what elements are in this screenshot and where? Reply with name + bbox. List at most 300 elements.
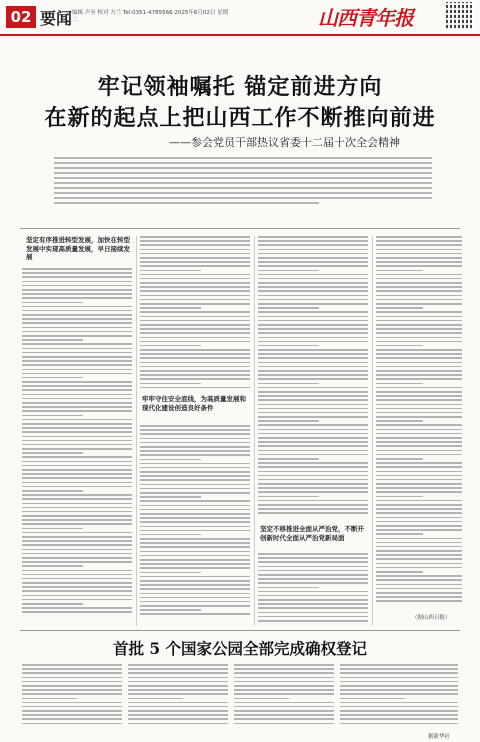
text-line <box>140 509 250 511</box>
text-line <box>258 603 368 605</box>
text-line <box>140 328 250 330</box>
text-line <box>140 559 250 561</box>
text-line <box>376 307 423 309</box>
text-line <box>22 352 132 354</box>
text-line <box>258 299 368 301</box>
text-line <box>22 698 77 700</box>
text-line <box>376 458 423 460</box>
text-line <box>140 588 250 590</box>
text-line <box>22 693 122 695</box>
text-line <box>376 538 462 540</box>
text-line <box>340 723 458 725</box>
text-line <box>22 689 122 691</box>
text-line <box>376 408 462 410</box>
text-line <box>258 500 368 502</box>
text-line <box>376 445 462 447</box>
text-line <box>22 331 132 333</box>
bottom-column-1 <box>22 664 122 727</box>
text-line <box>140 429 250 431</box>
text-line <box>234 706 334 708</box>
text-line <box>376 399 462 401</box>
text-line <box>258 450 368 452</box>
text-line <box>258 240 368 242</box>
text-line <box>22 289 132 291</box>
text-line <box>22 677 122 679</box>
text-line <box>258 504 368 506</box>
text-line <box>258 591 368 593</box>
text-line <box>140 316 250 318</box>
text-line <box>376 420 423 422</box>
text-line <box>258 290 368 292</box>
text-line <box>376 592 462 594</box>
text-line <box>140 534 201 536</box>
text-line <box>258 574 368 576</box>
text-line <box>258 265 368 267</box>
text-line <box>140 286 250 288</box>
text-line <box>234 710 334 712</box>
text-line <box>376 433 462 435</box>
text-line <box>22 348 132 350</box>
text-line <box>258 353 368 355</box>
text-line <box>140 270 201 272</box>
text-line <box>22 511 132 513</box>
text-line <box>22 276 132 278</box>
text-line <box>140 601 250 603</box>
text-line <box>22 595 132 597</box>
text-line <box>376 412 462 414</box>
text-line <box>234 689 334 691</box>
text-line <box>22 377 83 379</box>
body-column-3b <box>258 553 368 624</box>
text-line <box>128 718 228 720</box>
text-line <box>376 600 462 602</box>
text-line <box>340 714 458 716</box>
text-line <box>376 324 462 326</box>
text-line <box>140 479 250 481</box>
text-line <box>140 244 250 246</box>
text-line <box>22 389 132 391</box>
text-line <box>22 553 132 555</box>
text-line <box>258 362 368 364</box>
text-line <box>140 249 250 251</box>
text-line <box>140 433 250 435</box>
text-line <box>140 538 250 540</box>
text-line <box>22 557 132 559</box>
text-line <box>128 685 228 687</box>
text-line <box>376 462 462 464</box>
text-line <box>258 433 368 435</box>
text-line <box>22 685 122 687</box>
text-line <box>22 519 132 521</box>
text-line <box>128 702 228 704</box>
text-line <box>22 419 132 421</box>
text-line <box>22 385 132 387</box>
text-line <box>140 442 250 444</box>
text-line <box>22 718 122 720</box>
text-line <box>128 698 183 700</box>
text-line <box>22 611 132 613</box>
text-line <box>22 327 132 329</box>
text-line <box>22 381 132 383</box>
text-line <box>258 286 368 288</box>
text-line <box>258 282 368 284</box>
column-title-2: 牢牢守住安全底线，为高质量发展和现代化建设创造良好条件 <box>142 395 246 412</box>
text-line <box>128 723 228 725</box>
text-line <box>22 440 132 442</box>
text-line <box>258 595 368 597</box>
bottom-source: 据新华社 <box>428 734 451 740</box>
text-line <box>140 526 250 528</box>
text-line <box>376 437 462 439</box>
text-line <box>258 349 368 351</box>
text-line <box>128 668 228 670</box>
text-line <box>258 420 319 422</box>
section-title: 要闻 <box>40 9 73 28</box>
text-line <box>140 597 250 599</box>
text-line <box>22 423 132 425</box>
text-line <box>22 268 132 270</box>
text-line <box>140 488 250 490</box>
text-line <box>340 681 458 683</box>
text-line <box>22 477 132 479</box>
text-line <box>258 387 368 389</box>
column-divider <box>372 236 373 626</box>
text-line <box>258 620 368 622</box>
text-line <box>340 706 458 708</box>
text-line <box>376 512 462 514</box>
text-line <box>22 314 132 316</box>
text-line <box>258 557 368 559</box>
text-line <box>22 536 132 538</box>
text-line <box>376 378 462 380</box>
text-line <box>234 668 334 670</box>
text-line <box>140 517 250 519</box>
text-line <box>376 546 462 548</box>
text-line <box>140 374 250 376</box>
text-line <box>376 496 423 498</box>
text-line <box>258 599 368 601</box>
text-line <box>376 316 462 318</box>
text-line <box>376 299 462 301</box>
subtitle: ——参会党员干部热议省委十二届十次全会精神 <box>169 136 400 149</box>
text-line <box>376 466 462 468</box>
text-line <box>22 490 83 492</box>
bottom-column-2 <box>128 664 228 727</box>
text-line <box>376 286 462 288</box>
text-line <box>140 387 250 389</box>
text-line <box>376 588 462 590</box>
text-line <box>128 677 228 679</box>
text-line <box>22 318 132 320</box>
text-line <box>258 274 368 276</box>
text-line <box>376 542 462 544</box>
text-line <box>258 391 368 393</box>
text-line <box>140 446 250 448</box>
text-line <box>22 406 132 408</box>
text-line <box>22 297 132 299</box>
text-line <box>376 517 462 519</box>
text-line <box>234 677 334 679</box>
text-line <box>22 452 83 454</box>
text-line <box>140 265 250 267</box>
text-line <box>376 249 462 251</box>
text-line <box>22 461 132 463</box>
text-line <box>258 479 368 481</box>
text-line <box>234 693 334 695</box>
text-line <box>140 475 250 477</box>
text-line <box>140 521 250 523</box>
text-line <box>140 530 250 532</box>
text-line <box>258 395 368 397</box>
text-line <box>376 374 462 376</box>
text-line <box>376 353 462 355</box>
text-line <box>22 335 132 337</box>
text-line <box>376 387 462 389</box>
text-line <box>22 503 132 505</box>
text-line <box>22 285 132 287</box>
column-title-1: 坚定有序推进转型发展，加快在转型发展中实现高质量发展，早日接续发展 <box>26 236 130 261</box>
text-line <box>376 424 462 426</box>
text-line <box>22 436 132 438</box>
text-line <box>140 500 250 502</box>
text-line <box>140 366 250 368</box>
body-column-4 <box>376 236 462 605</box>
text-line <box>140 471 250 473</box>
text-line <box>22 482 132 484</box>
text-line <box>128 681 228 683</box>
text-line <box>258 257 368 259</box>
body-column-3a <box>258 236 368 517</box>
text-line <box>234 664 334 666</box>
text-line <box>258 404 368 406</box>
text-line <box>140 605 250 607</box>
text-line <box>140 357 250 359</box>
text-line <box>140 555 250 557</box>
text-line <box>376 404 462 406</box>
text-line <box>376 332 462 334</box>
text-line <box>258 607 368 609</box>
divider <box>20 228 460 229</box>
text-line <box>258 303 368 305</box>
text-line <box>258 399 368 401</box>
text-line <box>22 410 132 412</box>
text-line <box>22 456 132 458</box>
text-line <box>22 498 132 500</box>
text-line <box>258 253 368 255</box>
text-line <box>128 672 228 674</box>
text-line <box>376 278 462 280</box>
text-line <box>128 664 228 666</box>
text-line <box>22 668 122 670</box>
text-line <box>140 370 250 372</box>
text-line <box>376 584 462 586</box>
text-line <box>258 295 368 297</box>
text-line <box>140 546 250 548</box>
text-line <box>22 681 122 683</box>
text-line <box>258 261 368 263</box>
text-line <box>340 718 458 720</box>
text-line <box>22 293 132 295</box>
text-line <box>22 574 132 576</box>
body-column-2b <box>140 425 250 618</box>
text-line <box>376 261 462 263</box>
text-line <box>22 714 122 716</box>
body-column-2a <box>140 236 250 391</box>
text-line <box>376 265 462 267</box>
text-line <box>258 366 368 368</box>
text-line <box>22 469 132 471</box>
text-line <box>258 616 368 618</box>
text-line <box>258 408 368 410</box>
text-line <box>258 307 319 309</box>
text-line <box>376 341 462 343</box>
text-line <box>22 603 83 605</box>
text-line <box>22 599 132 601</box>
text-line <box>376 571 423 573</box>
text-line <box>140 257 250 259</box>
text-line <box>140 261 250 263</box>
text-line <box>258 578 368 580</box>
text-line <box>22 607 132 609</box>
body-column-1 <box>22 268 132 616</box>
text-line <box>340 693 458 695</box>
text-line <box>140 593 250 595</box>
text-line <box>22 465 132 467</box>
text-line <box>22 532 132 534</box>
text-line <box>258 424 368 426</box>
text-line <box>376 345 423 347</box>
text-line <box>140 311 250 313</box>
text-line <box>128 693 228 695</box>
text-line <box>22 494 132 496</box>
lead-paragraph <box>54 157 432 219</box>
text-line <box>376 257 462 259</box>
text-line <box>258 337 368 339</box>
text-line <box>22 672 122 674</box>
text-line <box>258 341 368 343</box>
bottom-headline: 首批 5 个国家公园全部完成确权登记 <box>112 639 368 658</box>
text-line <box>376 366 462 368</box>
text-line <box>140 613 250 615</box>
text-line <box>22 486 132 488</box>
text-line <box>22 473 132 475</box>
text-line <box>376 454 462 456</box>
text-line <box>140 236 250 238</box>
text-line <box>22 427 132 429</box>
text-line <box>22 578 132 580</box>
text-line <box>140 467 250 469</box>
text-line <box>128 714 228 716</box>
text-line <box>376 320 462 322</box>
text-line <box>340 664 458 666</box>
text-line <box>140 496 201 498</box>
text-line <box>22 561 132 563</box>
text-line <box>140 551 250 553</box>
text-line <box>140 567 250 569</box>
text-line <box>22 402 132 404</box>
text-line <box>376 471 462 473</box>
text-line <box>140 484 250 486</box>
page-number: 02 <box>6 6 36 28</box>
text-line <box>140 299 250 301</box>
text-line <box>258 566 368 568</box>
text-line <box>340 672 458 674</box>
text-line <box>340 702 458 704</box>
text-line <box>22 339 83 341</box>
text-line <box>258 311 368 313</box>
column-divider <box>136 236 137 626</box>
text-line <box>22 360 132 362</box>
text-line <box>258 249 368 251</box>
text-line <box>376 395 462 397</box>
text-line <box>22 702 122 704</box>
text-line <box>140 337 250 339</box>
text-line <box>340 685 458 687</box>
text-line <box>22 582 132 584</box>
text-line <box>140 341 250 343</box>
text-line <box>22 706 122 708</box>
column-title-3: 坚定不移推进全面从严治党，不断开创新时代全面从严治党新局面 <box>260 525 364 542</box>
text-line <box>376 282 462 284</box>
text-line <box>376 504 462 506</box>
text-line <box>376 429 462 431</box>
text-line <box>22 356 132 358</box>
text-line <box>234 723 334 725</box>
text-line <box>258 320 368 322</box>
text-line <box>22 570 132 572</box>
text-line <box>376 533 423 535</box>
text-line <box>376 596 462 598</box>
text-line <box>258 582 368 584</box>
text-line <box>258 332 368 334</box>
text-line <box>376 253 462 255</box>
text-line <box>140 307 201 309</box>
text-line <box>140 290 250 292</box>
header-meta: 编辑 声至 校对 方兰 Tel:0351-4785566 2025年6月02日 星期二 <box>72 10 229 23</box>
text-line <box>22 272 132 274</box>
main-headline-line1: 牢记领袖嘱托 锚定前进方向 <box>97 74 383 100</box>
text-line <box>234 702 334 704</box>
text-line <box>376 529 462 531</box>
text-line <box>140 572 201 574</box>
text-line <box>234 681 334 683</box>
text-line <box>376 236 462 238</box>
text-line <box>376 554 462 556</box>
text-line <box>376 362 462 364</box>
text-line <box>140 425 250 427</box>
qr-code-icon <box>446 2 474 30</box>
page-header <box>0 0 480 36</box>
text-line <box>140 320 250 322</box>
text-line <box>340 677 458 679</box>
text-line <box>140 282 250 284</box>
text-line <box>140 463 250 465</box>
text-line <box>140 353 250 355</box>
text-line <box>376 391 462 393</box>
text-line <box>258 445 368 447</box>
text-line <box>376 328 462 330</box>
text-line <box>376 274 462 276</box>
text-line <box>22 590 132 592</box>
text-line <box>140 563 250 565</box>
text-line <box>376 357 462 359</box>
text-line <box>376 240 462 242</box>
text-line <box>258 570 368 572</box>
text-line <box>22 523 132 525</box>
text-line <box>258 278 368 280</box>
text-line <box>22 710 122 712</box>
text-line <box>140 303 250 305</box>
